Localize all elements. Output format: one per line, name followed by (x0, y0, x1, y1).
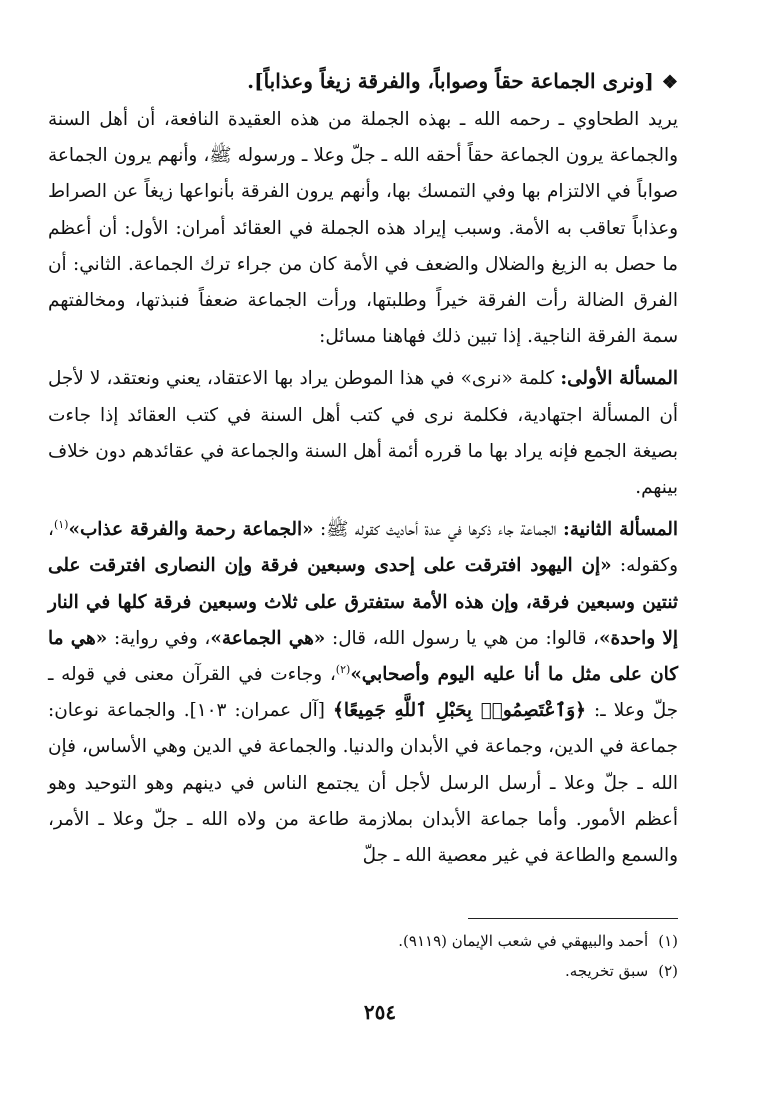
footnote-ref-2: (٢) (335, 662, 351, 676)
footnote-number: (١) (658, 932, 678, 950)
issue-two-label: المسألة الثانية: (562, 519, 678, 541)
issue-one-label: المسألة الأولى: (560, 368, 679, 390)
issue-two-text-5: ، وجاءت في القرآن معنى في قوله ـ جلّ وعلا ـ: (48, 664, 678, 722)
hadith-quote-1: «الجماعة رحمة والفرقة عذاب» (68, 519, 314, 541)
hadith-quote-2: «إن اليهود افترقت على إحدى وسبعين فرقة وإن النصارى افترقت على ثنتين وسبعين فرقة، وإن هذه الأمة ستفترق على ثلاث وسبعين فرقة كلها في النار إلا واحدة» (48, 555, 678, 649)
footnote-item (48, 926, 678, 956)
hadith-quote-4: «هي ما كان على مثل ما أنا عليه اليوم وأصحابي» (48, 627, 678, 686)
footnotes (48, 926, 678, 986)
issue-two-text-3: ، قالوا: من هي يا رسول الله، قال: (325, 627, 599, 649)
footnote-text: سبق تخريجه. (565, 962, 649, 980)
footnote-ref-1: (١) (53, 518, 69, 532)
footnote-text: أحمد والبيهقي في شعب الإيمان (٩١١٩). (398, 932, 649, 950)
issue-two-text-2: ، وكقوله: (48, 519, 678, 577)
hadith-quote-3: «هي الجماعة» (210, 627, 326, 649)
section-heading (48, 64, 678, 100)
issue-two-text-1: الجماعة جاء ذكرها في عدة أحاديث كقوله ﷺ: (313, 519, 563, 541)
footnote-number: (٢) (658, 962, 678, 980)
issue-one-text: كلمة «نرى» في هذا الموطن يراد بها الاعتقاد، يعني ونعتقد، لا لأجل أن المسألة اجتهادية، فكلمة نرى في كتب أهل السنة في كتب العقائد إذا جاءت بصيغة الجمع فإنه يراد بها ما قرره أئمة أهل السنة والجماعة في عقائدهم دون خلاف بينهم. (48, 368, 678, 499)
issue-two-paragraph (48, 512, 678, 874)
footnote-item (48, 956, 678, 986)
heading-text: [ونرى الجماعة حقاً وصواباً، والفرقة زيغاً وعذاباً]. (247, 69, 654, 93)
intro-paragraph: يريد الطحاوي ـ رحمه الله ـ بهذه الجملة من هذه العقيدة النافعة، أن أهل السنة والجماعة يرون الجماعة حقاً أحقه الله ـ جلّ وعلا ـ ورسوله ﷺ، وأنهم يرون الجماعة صواباً في الالتزام بها وفي التمسك بها، وأنهم يرون الفرقة بأنواعها زيغاً عن الصراط وعذاباً تعاقب به الأمة. وسبب إيراد هذه الجملة في العقائد أمران: الأول: أن أعظم ما حصل به الزيغ والضلال والضعف في الأمة كان من جراء ترك الجماعة. الثاني: أن الفرق الضالة رأت الفرقة خيراً وطلبتها، ورأت الجماعة ضعفاً فنبذتها، ومخالفتهم سمة الفرقة الناجية. إذا تبين ذلك فهاهنا مسائل: (48, 109, 678, 348)
page-number: ٢٥٤ (363, 1000, 397, 1024)
quran-verse: ﴿وَٱعْتَصِمُوا۟ بِحَبْلِ ٱللَّهِ جَمِيعًا﴾ (333, 700, 586, 722)
issue-two-text-4: ، وفي رواية: (107, 627, 211, 649)
bullet-icon: ❖ (661, 72, 678, 93)
issue-one-paragraph (48, 361, 678, 506)
footnote-divider (468, 918, 678, 919)
issue-two-text-6: [آل عمران: ١٠٣]. والجماعة نوعان: جماعة في الدين، وجماعة في الأبدان والدنيا. والجماعة في الدين وهي الأساس، فإن الله ـ جلّ وعلا ـ أرسل الرسل لأجل أن يجتمع الناس في دينهم وهو التوحيد وهو أعظم الأمور. وأما جماعة الأبدان بملازمة طاعة من ولاه الله ـ جلّ وعلا ـ الأمر، والسمع والطاعة في غير معصية الله ـ جلّ (48, 700, 678, 867)
